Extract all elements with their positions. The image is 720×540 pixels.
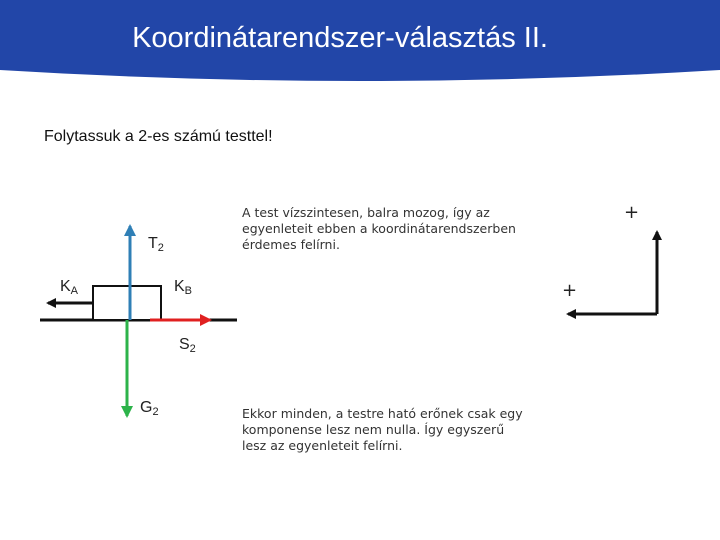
label-KA: KA [60, 278, 79, 297]
note-bottom: Ekkor minden, a testre ható erőnek csak egy komponense lesz nem nulla. Így egyszerű lesz az egyenleteit felírni. [242, 406, 523, 453]
page-title: Koordinátarendszer-választás II. [132, 22, 548, 54]
axis-plus-horizontal: + [562, 280, 578, 301]
body-block [93, 286, 161, 320]
label-S: S2 [179, 336, 196, 355]
note-top: A test vízszintesen, balra mozog, így az egyenleteit ebben a koordinátarendszerben érdemes felírni. [242, 205, 516, 252]
axis-plus-vertical: + [624, 202, 640, 223]
intro-text: Folytassuk a 2-es számú testtel! [44, 128, 273, 145]
label-G: G2 [140, 399, 159, 418]
label-KB: KB [174, 278, 193, 297]
label-T: T2 [148, 235, 164, 254]
